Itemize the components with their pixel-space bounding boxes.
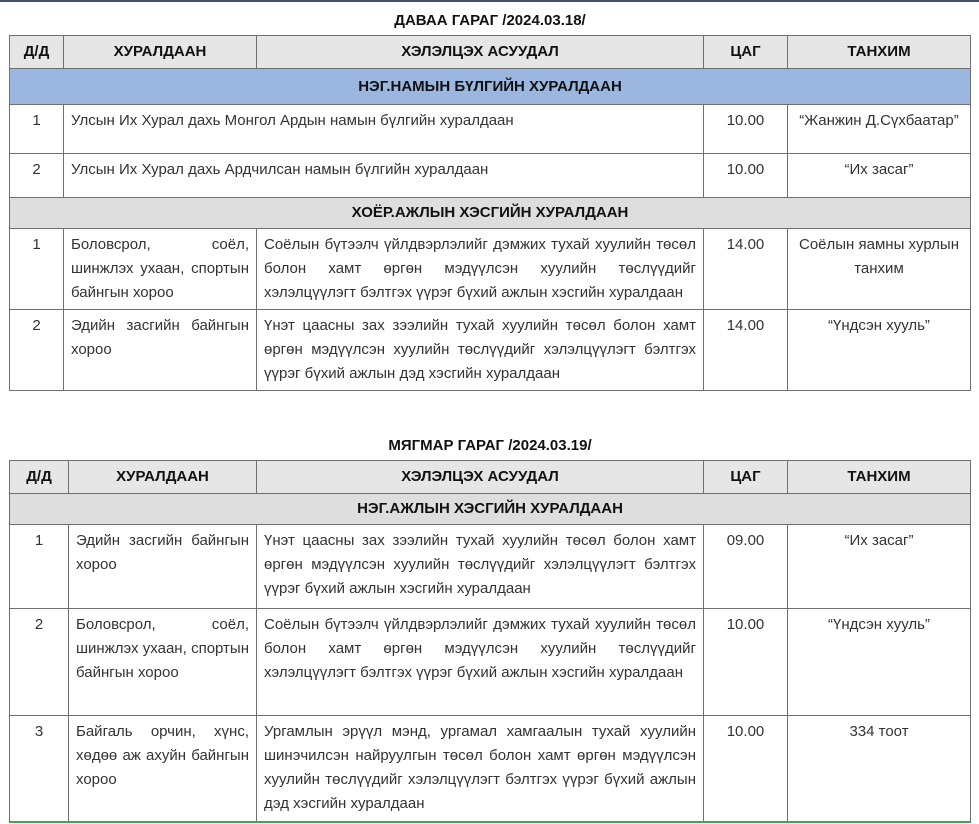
header-issue: ХЭЛЭЛЦЭХ АСУУДАЛ — [257, 461, 704, 494]
row-issue: Соёлын бүтээлч үйлдвэрлэлийг дэмжих тухай хуулийн төсөл болон хамт өргөн мэдүүлсэн хуулийн төслүүдийг хэлэлцүүлэгт бэлтгэх үүрэг бүхий ажлын хэсгийн хуралдаан — [257, 229, 704, 310]
section-title: ХОЁР.АЖЛЫН ХЭСГИЙН ХУРАЛДААН — [10, 198, 971, 229]
monday-title: ДАВАА ГАРАГ /2024.03.18/ — [394, 12, 586, 29]
tuesday-title: МЯГМАР ГАРАГ /2024.03.19/ — [388, 437, 592, 454]
row-num: 2 — [10, 154, 64, 198]
row-issue: Үнэт цаасны зах зээлийн тухай хуулийн төсөл болон хамт өргөн мэдүүлсэн хуулийн төслүүдийг хэлэлцүүлэгт бэлтгэх үүрэг бүхий ажлын дэд хэсгийн хуралдаан — [257, 310, 704, 391]
row-room: “Үндсэн хууль” — [788, 310, 971, 391]
section-row — [10, 494, 971, 525]
table-row — [10, 716, 971, 823]
row-meeting: Боловсрол, соёл, шинжлэх ухаан, спортын байнгын хороо — [69, 609, 257, 716]
section-title: НЭГ.АЖЛЫН ХЭСГИЙН ХУРАЛДААН — [10, 494, 971, 525]
row-room: “Их засаг” — [788, 525, 971, 609]
row-room: Соёлын яамны хурлын танхим — [788, 229, 971, 310]
header-room: ТАНХИМ — [788, 36, 971, 69]
table-row — [10, 154, 971, 198]
row-time: 10.00 — [704, 716, 788, 823]
row-meeting: Эдийн засгийн байнгын хороо — [69, 525, 257, 609]
row-room: 334 тоот — [788, 716, 971, 823]
row-time: 10.00 — [704, 154, 788, 198]
row-issue: Соёлын бүтээлч үйлдвэрлэлийг дэмжих тухай хуулийн төсөл болон хамт өргөн мэдүүлсэн хуулийн төслүүдийг хэлэлцүүлэгт бэлтгэх үүрэг бүхий ажлын хэсгийн хуралдаан — [257, 609, 704, 716]
row-meeting: Байгаль орчин, хүнс, хөдөө аж ахуйн байнгын хороо — [69, 716, 257, 823]
header-meeting: ХУРАЛДААН — [64, 36, 257, 69]
monday-schedule-table — [9, 35, 971, 391]
table-row — [10, 310, 971, 391]
row-time: 14.00 — [704, 310, 788, 391]
table-row — [10, 525, 971, 609]
header-room: ТАНХИМ — [788, 461, 971, 494]
row-num: 1 — [10, 105, 64, 154]
row-time: 10.00 — [704, 105, 788, 154]
row-meeting: Эдийн засгийн байнгын хороо — [64, 310, 257, 391]
row-time: 10.00 — [704, 609, 788, 716]
header-num: Д/Д — [10, 36, 64, 69]
header-issue: ХЭЛЭЛЦЭХ АСУУДАЛ — [257, 36, 704, 69]
row-num: 3 — [10, 716, 69, 823]
tuesday-schedule-table — [9, 460, 971, 823]
row-room: “Их засаг” — [788, 154, 971, 198]
row-meeting: Боловсрол, соёл, шинжлэх ухаан, спортын байнгын хороо — [64, 229, 257, 310]
row-num: 1 — [10, 525, 69, 609]
header-num: Д/Д — [10, 461, 69, 494]
section-row — [10, 69, 971, 105]
row-issue: Ургамлын эрүүл мэнд, ургамал хамгаалын тухай хуулийн шинэчилсэн найруулгын төсөл болон хамт өргөн мэдүүлсэн хуулийн төслүүдийг хэлэлцүүлэгт бэлтгэх үүрэг бүхий ажлын дэд хэсгийн хуралдаан — [257, 716, 704, 823]
row-num: 2 — [10, 310, 64, 391]
row-num: 2 — [10, 609, 69, 716]
table-row — [10, 609, 971, 716]
table-row — [10, 229, 971, 310]
table-row — [10, 105, 971, 154]
top-border — [0, 0, 979, 2]
row-meeting: Улсын Их Хурал дахь Ардчилсан намын бүлгийн хуралдаан — [64, 154, 704, 198]
row-time: 09.00 — [704, 525, 788, 609]
section-title: НЭГ.НАМЫН БҮЛГИЙН ХУРАЛДААН — [10, 69, 971, 105]
table-header-row — [10, 36, 971, 69]
row-issue: Үнэт цаасны зах зээлийн тухай хуулийн төсөл болон хамт өргөн мэдүүлсэн хуулийн төслүүдийг хэлэлцүүлэгт бэлтгэх үүрэг бүхий ажлын хэсгийн хуралдаан — [257, 525, 704, 609]
section-row — [10, 198, 971, 229]
header-meeting: ХУРАЛДААН — [69, 461, 257, 494]
header-time: ЦАГ — [704, 461, 788, 494]
row-time: 14.00 — [704, 229, 788, 310]
table-header-row — [10, 461, 971, 494]
row-meeting: Улсын Их Хурал дахь Монгол Ардын намын бүлгийн хуралдаан — [64, 105, 704, 154]
row-num: 1 — [10, 229, 64, 310]
row-room: “Жанжин Д.Сүхбаатар” — [788, 105, 971, 154]
header-time: ЦАГ — [704, 36, 788, 69]
row-room: “Үндсэн хууль” — [788, 609, 971, 716]
bottom-border — [10, 821, 970, 823]
